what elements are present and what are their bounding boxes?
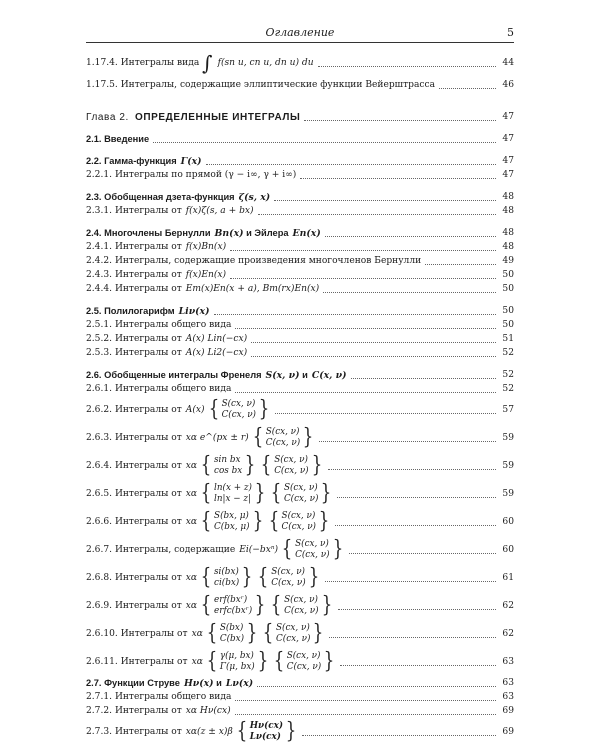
- running-header: [86, 26, 514, 42]
- entry-number: 2.6.2.: [86, 404, 113, 415]
- brace-bottom: Lν(cx): [249, 732, 281, 742]
- brace-group-right: { S(cx, ν) C(cx, ν) }: [262, 621, 324, 646]
- entry-text: Интегралы от: [114, 347, 182, 358]
- toc-entry-2-6-1[interactable]: [86, 382, 514, 396]
- entry-text: Интегралы от: [114, 283, 182, 294]
- entry-number: 2.6.8.: [86, 572, 113, 583]
- entry-text: Интегралы от: [114, 460, 182, 471]
- section-label-mid: и: [216, 677, 222, 688]
- entry-number: 2.6.7.: [86, 544, 113, 555]
- leader-dots: [235, 392, 496, 393]
- entry-math: Ei(−bxⁿ): [239, 544, 279, 555]
- leader-dots: [230, 278, 496, 279]
- entry-math: A(x) Lin(−cx): [185, 333, 248, 344]
- section-math: Liν(x): [178, 305, 210, 317]
- entry-number: 2.7.1.: [86, 691, 113, 702]
- toc-section-2-4[interactable]: [86, 226, 514, 240]
- entry-page: 62: [502, 600, 514, 611]
- brace-group-left: { γ(μ, bx) Γ(μ, bx) }: [206, 649, 268, 674]
- entry-text: Интегралы, содержащие: [114, 544, 236, 555]
- entry-page: 63: [502, 656, 514, 667]
- entry-number: 2.6.1.: [86, 383, 113, 394]
- entry-page: 49: [502, 255, 514, 266]
- entry-number: 2.5.2.: [86, 333, 113, 344]
- brace-bottom: C(cx, ν): [295, 550, 330, 560]
- toc-entry-2-6-4[interactable]: [86, 452, 514, 480]
- integral-sign-icon: ∫: [202, 51, 213, 75]
- toc-section-2-3[interactable]: [86, 190, 514, 204]
- section-label: 2.2. Гамма-функция: [86, 155, 177, 166]
- section-label-mid: и Эйлера: [246, 227, 289, 238]
- toc-section-2-5[interactable]: [86, 304, 514, 318]
- toc-section-2-6[interactable]: [86, 368, 514, 382]
- brace-bottom: erfc(bxʳ): [214, 606, 253, 616]
- entry-text: Интегралы вида: [120, 57, 200, 68]
- toc-entry-1-17-4[interactable]: [86, 48, 514, 78]
- brace-top: S(cx, ν): [271, 567, 305, 577]
- entry-page: 63: [502, 677, 514, 688]
- entry-number: 2.4.1.: [86, 241, 113, 252]
- entry-page: 47: [502, 169, 514, 180]
- section-math: Γ(x): [180, 155, 202, 167]
- brace-group-right: { S(cx, ν) C(cx, ν) }: [270, 481, 332, 506]
- entry-number: 2.6.3.: [86, 432, 113, 443]
- brace-top: S(cx, ν): [265, 427, 300, 437]
- brace-group-left: { erf(bxʳ) erfc(bxʳ) }: [200, 593, 266, 618]
- entry-math: xα: [185, 516, 198, 527]
- brace-bottom: C(cx, ν): [283, 494, 319, 504]
- entry-page: 69: [502, 705, 514, 716]
- section-math: En(x): [292, 227, 321, 239]
- section-math: ζ(s, x): [238, 191, 271, 203]
- leader-dots: [153, 142, 496, 143]
- toc-entry-2-4-2[interactable]: [86, 254, 514, 268]
- brace-top: S(cx, ν): [295, 539, 329, 549]
- entry-page: 52: [502, 369, 514, 380]
- entry-page: 48: [502, 241, 514, 252]
- header-title: Оглавление: [265, 26, 335, 39]
- leader-dots: [425, 264, 496, 265]
- entry-math: A(x): [185, 404, 205, 415]
- leader-dots: [258, 214, 496, 215]
- entry-text: Интегралы, содержащие эллиптические функции Вейерштрасса: [120, 79, 435, 90]
- brace-bottom: C(cx, ν): [274, 466, 309, 476]
- brace-top: S(cx, ν): [284, 595, 318, 605]
- toc-entry-2-6-9[interactable]: [86, 592, 514, 620]
- entry-math: xα: [191, 628, 203, 639]
- toc-entry-2-4-4[interactable]: [86, 282, 514, 296]
- brace-top: sin bx: [214, 455, 241, 465]
- brace-top: ln(x + z): [214, 483, 252, 493]
- section-label: 2.7. Функции Струве: [86, 677, 180, 688]
- brace-bottom: C(bx, μ): [214, 522, 250, 532]
- brace-bottom: C(cx, ν): [221, 410, 256, 420]
- table-of-contents: [86, 48, 514, 746]
- toc-entry-2-4-3[interactable]: [86, 268, 514, 282]
- leader-dots: [338, 609, 496, 610]
- entry-page: 59: [502, 460, 514, 471]
- brace-group-left: { sin bx cos bx }: [200, 453, 256, 478]
- toc-entry-2-3-1[interactable]: [86, 204, 514, 218]
- brace-top: S(cx, ν): [276, 623, 310, 633]
- toc-entry-2-5-1[interactable]: [86, 318, 514, 332]
- section-label: 2.5. Полилогарифм: [86, 305, 175, 316]
- entry-number: 2.6.4.: [86, 460, 113, 471]
- leader-dots: [323, 292, 496, 293]
- leader-dots: [251, 356, 496, 357]
- entry-number: 2.6.10.: [86, 628, 118, 639]
- brace-top: S(cx, ν): [283, 483, 318, 493]
- entry-number: 2.4.2.: [86, 255, 113, 266]
- toc-entry-2-6-11[interactable]: [86, 648, 514, 676]
- leader-dots: [335, 525, 496, 526]
- entry-text: Интегралы от: [114, 333, 182, 344]
- entry-math: f(sn u, cn u, dn u) du: [217, 57, 314, 68]
- entry-number: 2.3.1.: [86, 205, 113, 216]
- entry-text: Интегралы от: [114, 205, 182, 216]
- brace-bottom: Γ(μ, bx): [219, 662, 255, 672]
- header-page-number: 5: [507, 26, 514, 39]
- brace-top: S(bx, μ): [214, 511, 249, 521]
- leader-dots: [304, 120, 496, 121]
- entry-number: 2.5.3.: [86, 347, 113, 358]
- entry-number: 2.5.1.: [86, 319, 113, 330]
- section-label: 2.4. Многочлены Бернулли: [86, 227, 211, 238]
- brace-bottom: ci(bx): [214, 578, 240, 588]
- toc-chapter-2[interactable]: [86, 110, 514, 124]
- brace-group: { S(cx, ν) C(cx, ν) }: [281, 537, 343, 562]
- chapter-title: ОПРЕДЕЛЕННЫЕ ИНТЕГРАЛЫ: [134, 111, 301, 123]
- entry-math: xα: [185, 600, 198, 611]
- entry-page: 60: [502, 544, 514, 555]
- leader-dots: [257, 686, 496, 687]
- toc-entry-2-6-2[interactable]: [86, 396, 514, 424]
- brace-group-right: { S(cx, ν) C(cx, ν) }: [268, 509, 330, 534]
- entry-page: 48: [502, 205, 514, 216]
- entry-text: Интегралы от: [114, 241, 182, 252]
- entry-number: 2.7.2.: [86, 705, 113, 716]
- entry-math: Em(x)En(x + a), Bm(rx)En(x): [185, 283, 320, 294]
- section-math: Bn(x): [214, 227, 244, 239]
- brace-bottom: ln|x − z|: [214, 494, 252, 504]
- toc-section-2-7[interactable]: [86, 676, 514, 690]
- entry-page: 59: [502, 432, 514, 443]
- brace-group-left: { ln(x + z) ln|x − z| }: [200, 481, 266, 506]
- toc-entry-2-6-7[interactable]: [86, 536, 514, 564]
- toc-entry-2-2-1[interactable]: [86, 168, 514, 182]
- entry-text: Интегралы общего вида: [114, 691, 232, 702]
- toc-section-2-2[interactable]: [86, 154, 514, 168]
- brace-bottom: cos bx: [214, 466, 243, 476]
- entry-page: 48: [502, 227, 514, 238]
- header-rule: [86, 42, 514, 43]
- brace-bottom: C(cx, ν): [276, 634, 311, 644]
- toc-entry-2-7-1[interactable]: [86, 690, 514, 704]
- entry-page: 63: [502, 691, 514, 702]
- brace-group: { S(cx, ν) C(cx, ν) }: [252, 425, 314, 450]
- entry-text: Интегралы по прямой (γ − i∞, γ + i∞): [114, 169, 297, 180]
- toc-entry-2-6-3[interactable]: [86, 424, 514, 452]
- section-label-mid: и: [302, 369, 308, 380]
- section-math: Hν(x): [183, 677, 214, 689]
- entry-number: 2.6.11.: [86, 656, 118, 667]
- leader-dots: [439, 88, 496, 89]
- entry-math: f(x)En(x): [185, 269, 227, 280]
- section-label: 2.3. Обобщенная дзета-функция: [86, 191, 235, 202]
- entry-number: 2.6.5.: [86, 488, 113, 499]
- entry-page: 47: [502, 133, 514, 144]
- section-math: C(x, ν): [311, 369, 347, 381]
- leader-dots: [337, 497, 496, 498]
- brace-group-right: { S(cx, ν) C(cx, ν) }: [273, 649, 335, 674]
- entry-text: Интегралы от: [114, 488, 182, 499]
- entry-page: 46: [502, 79, 514, 90]
- section-math: Lν(x): [225, 677, 254, 689]
- entry-text: Интегралы от: [120, 656, 188, 667]
- entry-page: 47: [502, 155, 514, 166]
- leader-dots: [274, 200, 496, 201]
- brace-group: { S(cx, ν) C(cx, ν) }: [208, 397, 270, 422]
- toc-entry-2-5-2[interactable]: [86, 332, 514, 346]
- brace-top: S(cx, ν): [221, 399, 256, 409]
- brace-group-right: { S(cx, ν) C(cx, ν) }: [260, 453, 322, 478]
- brace-top: S(cx, ν): [274, 455, 308, 465]
- entry-math: xα: [185, 460, 198, 471]
- entry-text: Интегралы общего вида: [114, 383, 232, 394]
- leader-dots: [328, 469, 496, 470]
- toc-entry-2-6-6[interactable]: [86, 508, 514, 536]
- entry-math: f(x)ζ(s, a + bx): [185, 205, 254, 216]
- brace-bottom: C(cx, ν): [271, 578, 306, 588]
- leader-dots: [325, 581, 496, 582]
- entry-number: 1.17.4.: [86, 57, 118, 68]
- leader-dots: [230, 250, 496, 251]
- entry-math: xα Hν(cx): [185, 705, 231, 716]
- entry-number: 2.4.4.: [86, 283, 113, 294]
- entry-page: 60: [502, 516, 514, 527]
- leader-dots: [325, 236, 496, 237]
- section-math: S(x, ν): [265, 369, 300, 381]
- leader-dots: [251, 342, 496, 343]
- brace-group-left: { S(bx) C(bx) }: [206, 621, 258, 646]
- entry-text: Интегралы, содержащие произведения многочленов Бернулли: [114, 255, 422, 266]
- toc-entry-2-6-10[interactable]: [86, 620, 514, 648]
- toc-entry-2-6-5[interactable]: [86, 480, 514, 508]
- leader-dots: [319, 441, 496, 442]
- brace-bottom: C(bx): [219, 634, 245, 644]
- entry-page: 62: [502, 628, 514, 639]
- section-label: 2.1. Введение: [86, 133, 150, 144]
- entry-page: 50: [502, 319, 514, 330]
- entry-page: 50: [502, 305, 514, 316]
- leader-dots: [300, 178, 496, 179]
- brace-group-right: { S(cx, ν) C(cx, ν) }: [258, 565, 319, 590]
- leader-dots: [235, 714, 496, 715]
- entry-page: 50: [502, 283, 514, 294]
- brace-group-right: { S(cx, ν) C(cx, ν) }: [270, 593, 332, 618]
- entry-page: 47: [502, 111, 514, 122]
- entry-page: 57: [502, 404, 514, 415]
- entry-text: Интегралы от: [114, 572, 182, 583]
- brace-top: γ(μ, bx): [219, 651, 254, 661]
- brace-group-left: { S(bx, μ) C(bx, μ) }: [200, 509, 263, 534]
- toc-entry-2-5-3[interactable]: [86, 346, 514, 360]
- section-label: 2.6. Обобщенные интегралы Френеля: [86, 369, 262, 380]
- entry-page: 69: [502, 726, 514, 737]
- leader-dots: [214, 314, 496, 315]
- entry-page: 44: [502, 57, 514, 68]
- toc-entry-2-7-2[interactable]: [86, 704, 514, 718]
- toc-section-2-1[interactable]: [86, 132, 514, 146]
- entry-math: xα e^(px ± r): [185, 432, 249, 443]
- entry-page: 48: [502, 191, 514, 202]
- entry-number: 2.6.6.: [86, 516, 113, 527]
- entry-page: 50: [502, 269, 514, 280]
- leader-dots: [340, 665, 496, 666]
- entry-text: Интегралы общего вида: [114, 319, 232, 330]
- brace-bottom: C(cx, ν): [281, 522, 316, 532]
- brace-bottom: C(cx, ν): [284, 606, 319, 616]
- entry-text: Интегралы от: [120, 628, 188, 639]
- leader-dots: [235, 700, 496, 701]
- entry-math: A(x) Li2(−cx): [185, 347, 248, 358]
- brace-top: S(bx): [219, 623, 244, 633]
- toc-entry-2-4-1[interactable]: [86, 240, 514, 254]
- leader-dots: [349, 553, 496, 554]
- toc-entry-1-17-5[interactable]: [86, 78, 514, 92]
- entry-math: xα: [191, 656, 203, 667]
- brace-group-left: { si(bx) ci(bx) }: [200, 565, 253, 590]
- toc-entry-2-6-8[interactable]: [86, 564, 514, 592]
- brace-group: { Hν(cx) Lν(cx) }: [236, 719, 297, 744]
- brace-top: S(cx, ν): [286, 651, 321, 661]
- entry-math: xα: [185, 488, 198, 499]
- brace-top: si(bx): [214, 567, 239, 577]
- leader-dots: [351, 378, 497, 379]
- brace-top: Hν(cx): [249, 721, 284, 731]
- entry-text: Интегралы от: [114, 705, 182, 716]
- entry-page: 51: [502, 333, 514, 344]
- entry-page: 52: [502, 383, 514, 394]
- entry-text: Интегралы от: [114, 404, 182, 415]
- chapter-prefix: Глава 2.: [86, 111, 129, 123]
- entry-math: xα(z ± x)β: [185, 726, 233, 737]
- entry-page: 61: [502, 572, 514, 583]
- entry-math: xα: [185, 572, 198, 583]
- entry-number: 2.7.3.: [86, 726, 113, 737]
- entry-page: 59: [502, 488, 514, 499]
- entry-page: 52: [502, 347, 514, 358]
- leader-dots: [302, 735, 496, 736]
- brace-top: S(cx, ν): [281, 511, 316, 521]
- leader-dots: [329, 637, 496, 638]
- entry-text: Интегралы от: [114, 432, 182, 443]
- entry-number: 2.4.3.: [86, 269, 113, 280]
- brace-bottom: C(cx, ν): [286, 662, 322, 672]
- brace-bottom: C(cx, ν): [265, 438, 301, 448]
- entry-text: Интегралы от: [114, 726, 182, 737]
- entry-number: 2.6.9.: [86, 600, 113, 611]
- brace-top: erf(bxʳ): [214, 595, 248, 605]
- entry-text: Интегралы от: [114, 516, 182, 527]
- leader-dots: [318, 66, 496, 67]
- entry-text: Интегралы от: [114, 269, 182, 280]
- leader-dots: [275, 413, 496, 414]
- entry-number: 2.2.1.: [86, 169, 113, 180]
- entry-math: f(x)Bn(x): [185, 241, 227, 252]
- entry-number: 1.17.5.: [86, 79, 118, 90]
- entry-text: Интегралы от: [114, 600, 182, 611]
- leader-dots: [235, 328, 496, 329]
- toc-entry-2-7-3[interactable]: [86, 718, 514, 746]
- leader-dots: [206, 164, 496, 165]
